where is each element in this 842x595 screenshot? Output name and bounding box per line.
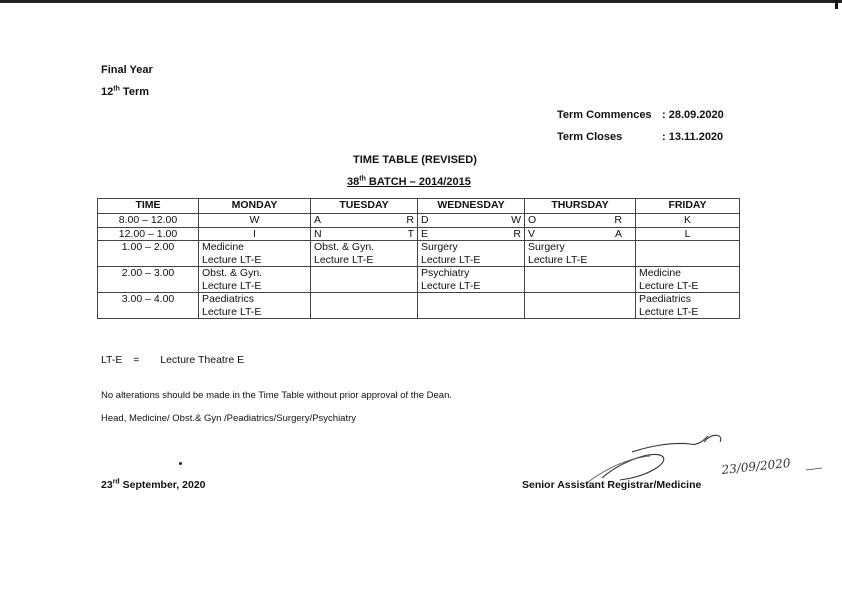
ink-dot bbox=[179, 462, 182, 465]
header-tuesday: TUESDAY bbox=[311, 199, 418, 214]
tuesday-cell: A R bbox=[311, 214, 418, 228]
table-row bbox=[98, 214, 740, 228]
friday-cell bbox=[636, 241, 740, 267]
distribution-note: Head, Medicine/ Obst.& Gyn /Peadiatrics/Surgery/Psychiatry bbox=[101, 413, 357, 424]
wednesday-cell: Surgery Lecture LT-E bbox=[418, 241, 525, 267]
page-title: TIME TABLE (REVISED) bbox=[353, 154, 477, 166]
thursday-cell bbox=[525, 293, 636, 319]
term-label: 12th Term bbox=[101, 85, 150, 98]
table-row bbox=[98, 241, 740, 267]
monday-cell: Obst. & Gyn. Lecture LT-E bbox=[199, 267, 311, 293]
tuesday-cell bbox=[311, 267, 418, 293]
header-time: TIME bbox=[98, 199, 199, 214]
friday-cell: Paediatrics Lecture LT-E bbox=[636, 293, 740, 319]
tuesday-cell bbox=[311, 293, 418, 319]
top-corner-mark bbox=[835, 0, 838, 9]
header-thursday: THURSDAY bbox=[525, 199, 636, 214]
monday-cell: Medicine Lecture LT-E bbox=[199, 241, 311, 267]
wednesday-cell bbox=[418, 293, 525, 319]
wednesday-cell: D W bbox=[418, 214, 525, 228]
term-closes-value: : 13.11.2020 bbox=[662, 131, 724, 143]
timetable-header-row bbox=[98, 199, 740, 214]
issue-date: 23rd September, 2020 bbox=[101, 478, 206, 491]
thursday-cell: V A bbox=[525, 227, 636, 241]
legend bbox=[101, 354, 244, 366]
signatory-title: Senior Assistant Registrar/Medicine bbox=[522, 479, 702, 491]
header-monday: MONDAY bbox=[199, 199, 311, 214]
friday-cell: K bbox=[636, 214, 740, 228]
signature-date-handwriting: 23/09/2020 bbox=[720, 455, 792, 477]
table-row bbox=[98, 267, 740, 293]
time-cell: 3.00 – 4.00 bbox=[98, 293, 199, 319]
timetable bbox=[97, 198, 740, 319]
signature-image bbox=[580, 428, 830, 490]
time-cell: 2.00 – 3.00 bbox=[98, 267, 199, 293]
term-commences-value: : 28.09.2020 bbox=[662, 109, 724, 121]
header-friday: FRIDAY bbox=[636, 199, 740, 214]
wednesday-cell: E R bbox=[418, 227, 525, 241]
tuesday-cell: N T bbox=[311, 227, 418, 241]
legend-meaning: Lecture Theatre E bbox=[160, 354, 245, 366]
legend-equals: = bbox=[133, 354, 140, 366]
term-closes-label: Term Closes bbox=[557, 131, 623, 143]
thursday-cell: Surgery Lecture LT-E bbox=[525, 241, 636, 267]
year-label: Final Year bbox=[101, 64, 153, 76]
top-border-line bbox=[0, 0, 842, 3]
legend-abbr: LT-E bbox=[101, 354, 123, 366]
thursday-cell: O R bbox=[525, 214, 636, 228]
table-row bbox=[98, 293, 740, 319]
thursday-cell bbox=[525, 267, 636, 293]
header-wednesday: WEDNESDAY bbox=[418, 199, 525, 214]
friday-cell: Medicine Lecture LT-E bbox=[636, 267, 740, 293]
tuesday-cell: Obst. & Gyn. Lecture LT-E bbox=[311, 241, 418, 267]
wednesday-cell: Psychiatry Lecture LT-E bbox=[418, 267, 525, 293]
term-commences-label: Term Commences bbox=[557, 109, 652, 121]
table-row bbox=[98, 227, 740, 241]
time-cell: 1.00 – 2.00 bbox=[98, 241, 199, 267]
time-cell: 12.00 – 1.00 bbox=[98, 227, 199, 241]
monday-cell: W bbox=[199, 214, 311, 228]
monday-cell: Paediatrics Lecture LT-E bbox=[199, 293, 311, 319]
batch-title: 38th BATCH – 2014/2015 bbox=[347, 175, 471, 188]
approval-note: No alterations should be made in the Time Table without prior approval of the Dean. bbox=[101, 390, 453, 401]
friday-cell: L bbox=[636, 227, 740, 241]
time-cell: 8.00 – 12.00 bbox=[98, 214, 199, 228]
monday-cell: I bbox=[199, 227, 311, 241]
